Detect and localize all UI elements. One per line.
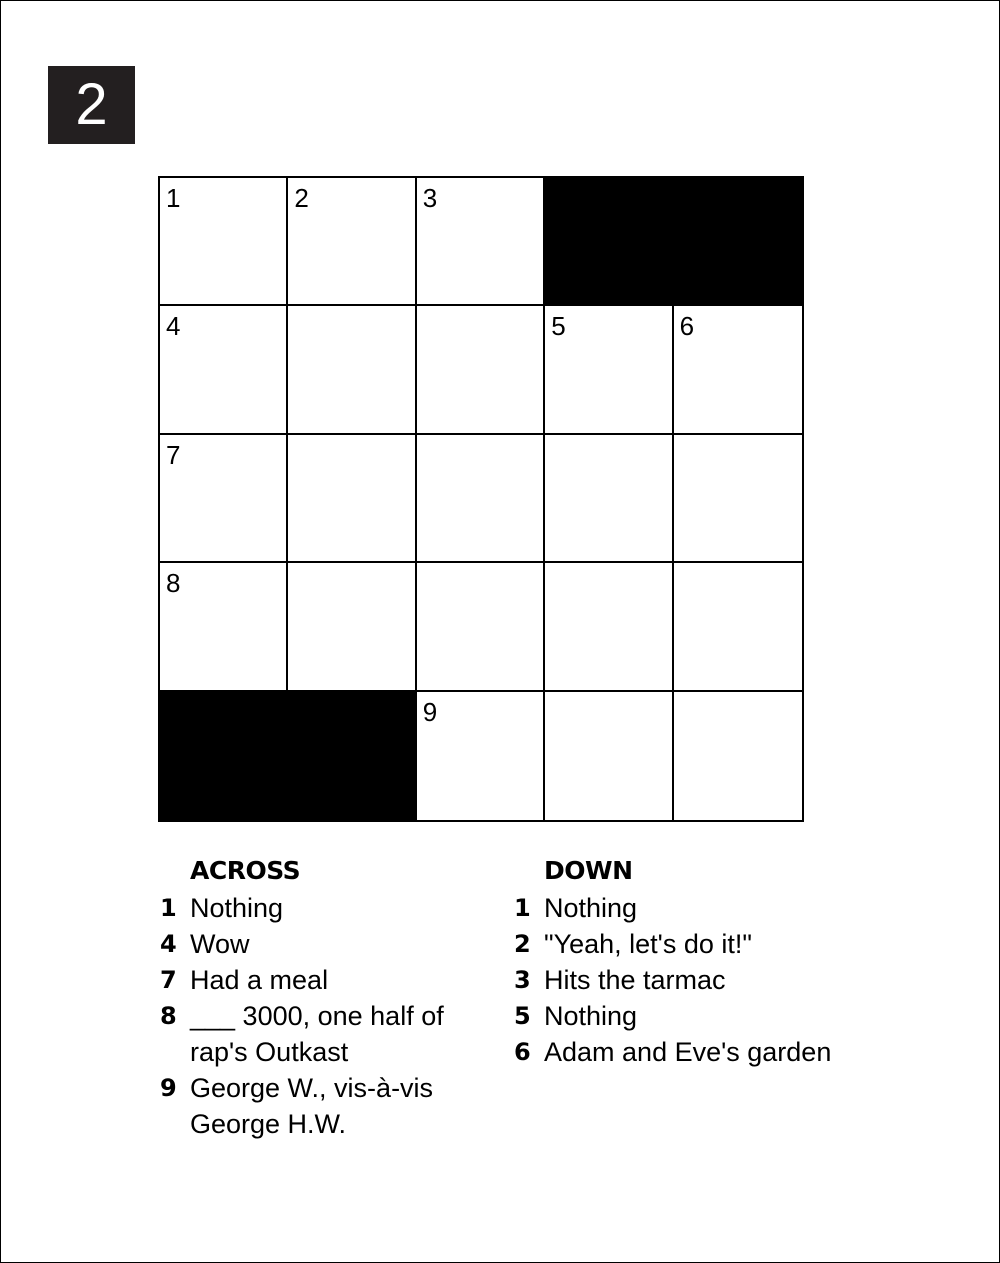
grid-cell[interactable] [417, 178, 545, 306]
cell-number: 9 [422, 696, 438, 727]
grid-cell[interactable] [288, 435, 416, 563]
grid-block-cell [674, 178, 802, 306]
cell-number: 7 [166, 439, 181, 470]
grid-cell[interactable] [674, 435, 802, 563]
grid-cell[interactable] [160, 178, 288, 306]
grid-cell[interactable] [545, 306, 673, 434]
grid-cell[interactable] [417, 435, 545, 563]
clue-number: 2 [514, 930, 531, 958]
grid-block-cell [288, 692, 416, 820]
grid-cell[interactable] [545, 563, 673, 691]
across-clue [158, 998, 488, 1070]
grid-block-cell [545, 178, 673, 306]
grid-cell[interactable] [545, 435, 673, 563]
across-clue [158, 890, 488, 926]
cell-number: 5 [551, 311, 566, 342]
grid-cell[interactable] [417, 692, 545, 820]
cell-number: 3 [422, 183, 438, 213]
puzzle-number-badge: 2 [48, 66, 135, 144]
clue-number: 4 [160, 930, 177, 958]
clue-number: 1 [514, 894, 531, 922]
down-clues [512, 852, 932, 1070]
clue-number: 9 [160, 1074, 177, 1102]
clue-number: 7 [160, 966, 177, 994]
across-clue [158, 926, 488, 962]
down-clue [512, 962, 932, 998]
clue-text: Nothing [544, 893, 638, 923]
grid-cell[interactable] [160, 435, 288, 563]
grid-cell[interactable] [288, 306, 416, 434]
grid-cell[interactable] [288, 178, 416, 306]
grid-cell[interactable] [674, 306, 802, 434]
grid-cell[interactable] [160, 306, 288, 434]
clue-number: 6 [514, 1038, 531, 1066]
grid-cell[interactable] [417, 563, 545, 691]
clue-text: Nothing [544, 1001, 638, 1031]
clue-number: 1 [160, 894, 177, 922]
across-clue [158, 962, 488, 998]
clue-number: 8 [160, 1002, 177, 1030]
clue-text: ___ 3000, one half of rap's Outkast [190, 1001, 444, 1067]
clue-text: Nothing [190, 893, 284, 923]
cell-number: 1 [166, 183, 181, 213]
grid-cell[interactable] [288, 563, 416, 691]
clue-text: Had a meal [190, 965, 329, 995]
down-clue [512, 998, 932, 1034]
clue-text: Hits the tarmac [544, 965, 726, 995]
grid-cell[interactable] [545, 692, 673, 820]
clue-text: George W., vis-à-vis George H.W. [190, 1073, 434, 1139]
clue-text: Wow [190, 929, 250, 959]
clue-number: 3 [514, 966, 531, 994]
clue-text: "Yeah, let's do it!" [544, 929, 752, 959]
cell-number: 8 [166, 568, 181, 599]
down-clue [512, 1034, 932, 1070]
cell-number: 6 [679, 311, 695, 342]
grid-cell[interactable] [417, 306, 545, 434]
cell-number: 4 [166, 311, 181, 342]
down-clue [512, 890, 932, 926]
across-clue [158, 1070, 488, 1142]
grid-cell[interactable] [160, 563, 288, 691]
down-clue [512, 926, 932, 962]
cell-number: 2 [294, 183, 309, 213]
clue-number: 5 [514, 1002, 531, 1030]
grid-block-cell [160, 692, 288, 820]
crossword-grid [158, 176, 804, 822]
across-clues [158, 852, 488, 1142]
across-heading: ACROSS [190, 856, 301, 885]
grid-cell[interactable] [674, 692, 802, 820]
grid-cell[interactable] [674, 563, 802, 691]
clue-text: Adam and Eve's garden [544, 1037, 832, 1067]
down-heading: DOWN [544, 856, 633, 885]
